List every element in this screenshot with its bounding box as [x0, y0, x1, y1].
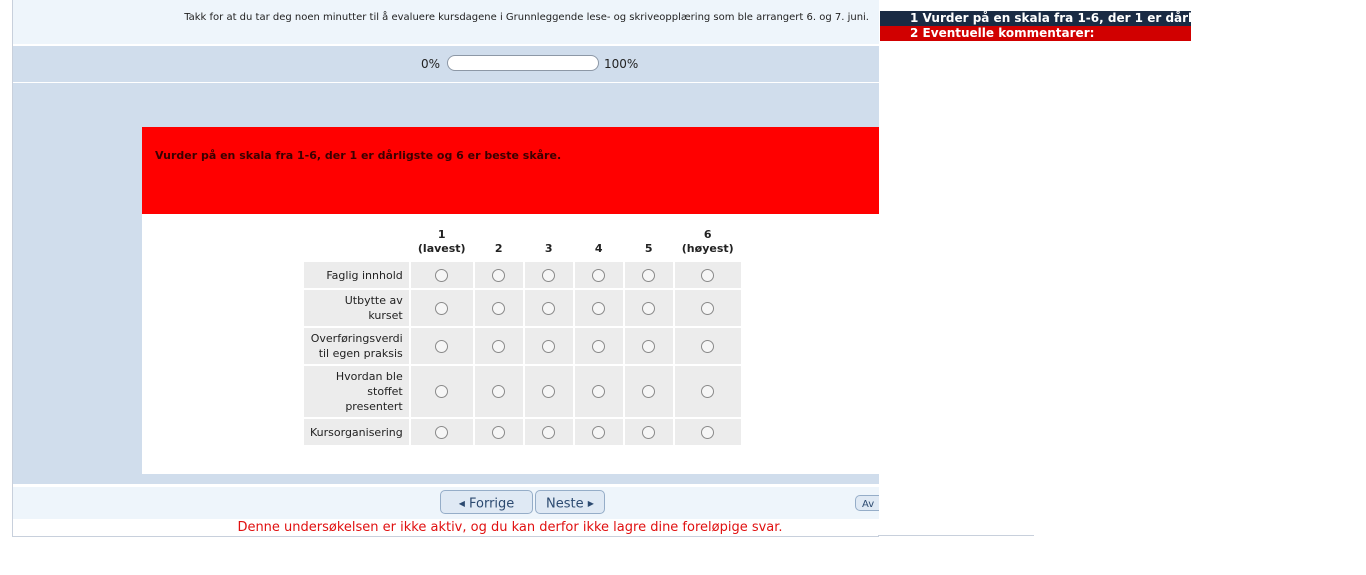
rating-cell[interactable]	[525, 290, 573, 326]
radio-icon[interactable]	[492, 385, 505, 398]
navigation-row	[13, 487, 879, 519]
rating-cell[interactable]	[625, 419, 673, 445]
radio-icon[interactable]	[492, 269, 505, 282]
radio-icon[interactable]	[542, 340, 555, 353]
radio-icon[interactable]	[642, 426, 655, 439]
rating-cell[interactable]	[475, 419, 523, 445]
matrix-row-faglig-innhold	[304, 262, 741, 288]
radio-icon[interactable]	[592, 426, 605, 439]
rating-cell[interactable]	[411, 262, 473, 288]
progress-row	[13, 46, 879, 82]
save-button-label: Av	[862, 499, 875, 510]
triangle-left-icon: ◀	[458, 499, 465, 508]
radio-icon[interactable]	[492, 426, 505, 439]
rating-cell[interactable]	[525, 366, 573, 417]
rating-cell[interactable]	[411, 290, 473, 326]
rating-cell[interactable]	[675, 262, 741, 288]
rating-cell[interactable]	[675, 328, 741, 364]
index-item-1[interactable]: 1 Vurder på en skala fra 1-6, der 1 er dårligste og 6 er beste skåre.	[880, 11, 1191, 26]
radio-icon[interactable]	[642, 385, 655, 398]
row-label: Hvordan ble stoffet presentert	[304, 366, 409, 417]
progress-max-label: 100%	[604, 57, 639, 71]
matrix-row-kursorganisering	[304, 419, 741, 445]
radio-icon[interactable]	[592, 302, 605, 315]
row-label: Faglig innhold	[304, 262, 409, 288]
radio-icon[interactable]	[701, 385, 714, 398]
matrix-row-utbytte	[304, 290, 741, 326]
content-area	[13, 83, 879, 484]
index-item-2[interactable]: 2 Eventuelle kommentarer:	[880, 26, 1191, 41]
rating-cell[interactable]	[625, 366, 673, 417]
previous-button[interactable]	[440, 490, 533, 514]
rating-cell[interactable]	[625, 328, 673, 364]
column-header-4: 4	[594, 242, 603, 255]
question-header	[142, 127, 879, 214]
radio-icon[interactable]	[701, 340, 714, 353]
rating-cell[interactable]	[475, 366, 523, 417]
rating-cell[interactable]	[475, 290, 523, 326]
rating-cell[interactable]	[411, 328, 473, 364]
row-label: Overføringsverdi til egen praksis	[304, 328, 409, 364]
column-header-1: 1 (lavest)	[417, 228, 466, 255]
row-label: Utbytte av kurset	[304, 290, 409, 326]
previous-button-label: Forrige	[469, 496, 515, 512]
matrix-row-presentasjon	[304, 366, 741, 417]
rating-cell[interactable]	[575, 328, 623, 364]
radio-icon[interactable]	[701, 426, 714, 439]
rating-cell[interactable]	[411, 366, 473, 417]
rating-cell[interactable]	[411, 419, 473, 445]
question-box	[142, 127, 879, 474]
radio-icon[interactable]	[542, 302, 555, 315]
radio-icon[interactable]	[435, 426, 448, 439]
rating-cell[interactable]	[475, 262, 523, 288]
rating-cell[interactable]	[525, 262, 573, 288]
radio-icon[interactable]	[701, 302, 714, 315]
rating-cell[interactable]	[575, 290, 623, 326]
question-index	[880, 11, 1366, 41]
next-button[interactable]	[535, 490, 605, 514]
survey-description-text: Takk for at du tar deg noen minutter til å evaluere kursdagene i Grunnleggende lese- og skriveopplæring som ble arrangert 6. og 7. juni.	[184, 12, 869, 23]
frame-bottom-line	[878, 535, 1034, 536]
matrix-row-overforingsverdi	[304, 328, 741, 364]
rating-cell[interactable]	[625, 262, 673, 288]
radio-icon[interactable]	[492, 340, 505, 353]
question-text: Vurder på en skala fra 1-6, der 1 er dårligste og 6 er beste skåre.	[155, 149, 562, 162]
radio-icon[interactable]	[592, 269, 605, 282]
rating-cell[interactable]	[525, 328, 573, 364]
rating-cell[interactable]	[525, 419, 573, 445]
rating-cell[interactable]	[575, 366, 623, 417]
radio-icon[interactable]	[592, 385, 605, 398]
rating-cell[interactable]	[575, 262, 623, 288]
radio-icon[interactable]	[592, 340, 605, 353]
progress-bar	[447, 55, 599, 71]
rating-cell[interactable]	[575, 419, 623, 445]
column-header-2: 2	[494, 242, 503, 255]
radio-icon[interactable]	[642, 302, 655, 315]
progress-min-label: 0%	[421, 57, 441, 71]
row-label: Kursorganisering	[304, 419, 409, 445]
radio-icon[interactable]	[435, 302, 448, 315]
save-button-clipped[interactable]	[855, 495, 879, 511]
rating-cell[interactable]	[475, 328, 523, 364]
survey-frame	[12, 0, 879, 537]
rating-cell[interactable]	[625, 290, 673, 326]
next-button-label: Neste	[546, 496, 584, 512]
rating-matrix	[302, 226, 743, 447]
survey-description	[13, 0, 879, 44]
rating-cell[interactable]	[675, 366, 741, 417]
inactive-warning: Denne undersøkelsen er ikke aktiv, og du kan derfor ikke lagre dine foreløpige svar.	[237, 520, 783, 535]
rating-cell[interactable]	[675, 419, 741, 445]
radio-icon[interactable]	[435, 269, 448, 282]
radio-icon[interactable]	[435, 385, 448, 398]
radio-icon[interactable]	[542, 385, 555, 398]
matrix-corner	[304, 228, 409, 260]
radio-icon[interactable]	[642, 340, 655, 353]
radio-icon[interactable]	[642, 269, 655, 282]
radio-icon[interactable]	[435, 340, 448, 353]
radio-icon[interactable]	[542, 426, 555, 439]
rating-cell[interactable]	[675, 290, 741, 326]
column-header-6: 6 (høyest)	[681, 228, 734, 255]
radio-icon[interactable]	[492, 302, 505, 315]
radio-icon[interactable]	[701, 269, 714, 282]
column-header-5: 5	[644, 242, 653, 255]
matrix-header-row	[304, 228, 741, 260]
column-header-3: 3	[544, 242, 553, 255]
triangle-right-icon: ▶	[587, 499, 594, 508]
radio-icon[interactable]	[542, 269, 555, 282]
